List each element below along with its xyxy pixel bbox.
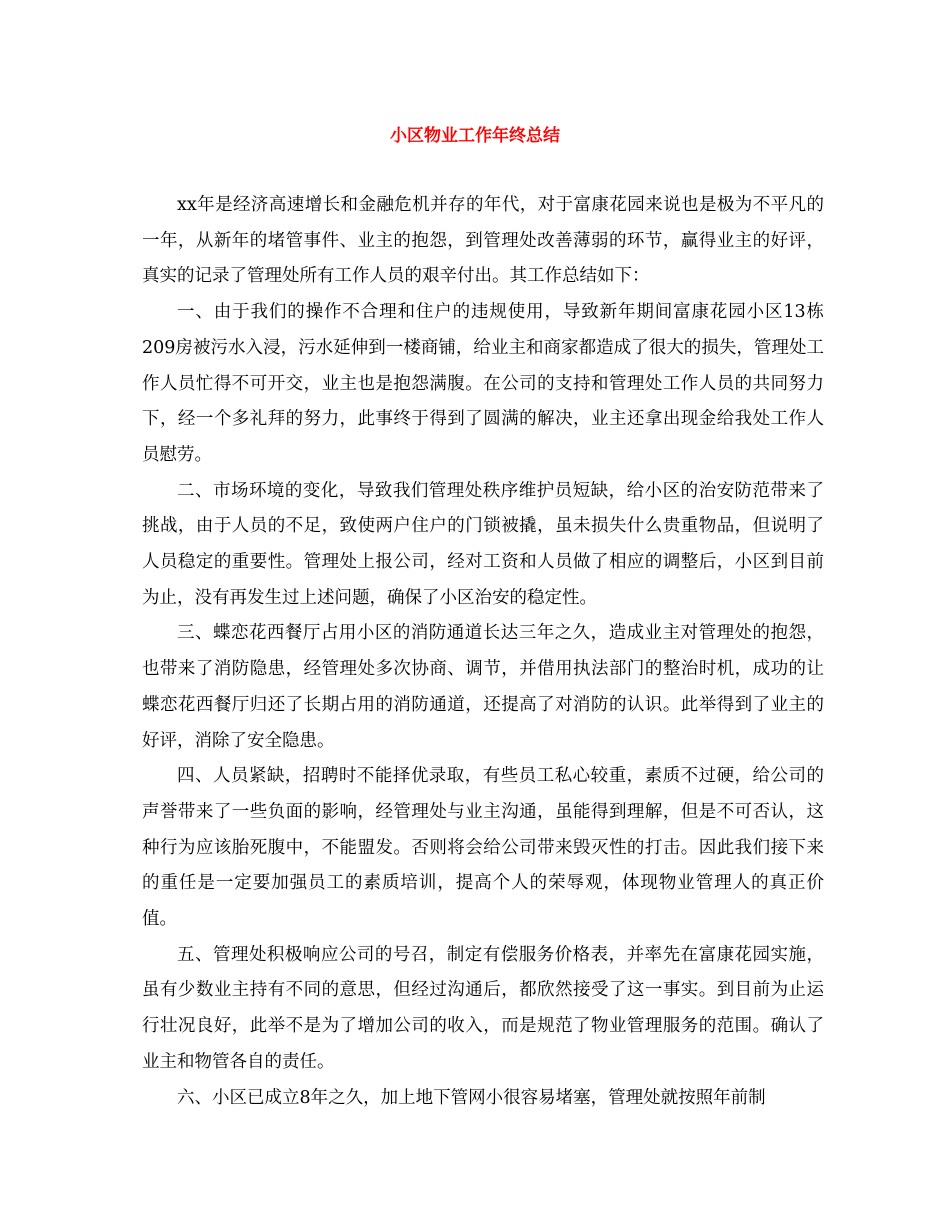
paragraph-intro: xx年是经济高速增长和金融危机并存的年代，对于富康花园来说也是极为不平凡的一年，从新年的堵管事件、业主的抱怨，到管理处改善薄弱的环节，赢得业主的好评，真实的记录了管理处所有工作人员的艰辛付出。其工作总结如下：: [142, 195, 824, 287]
document-title: 小区物业工作年终总结: [390, 126, 560, 146]
paragraph-item-3: 三、蝶恋花西餐厅占用小区的消防通道长达三年之久，造成业主对管理处的抱怨，也带来了消防隐患，经管理处多次协商、调节，并借用执法部门的整治时机，成功的让蝶恋花西餐厅归还了长期占用的消防通道，还提高了对消防的认识。此举得到了业主的好评，消除了安全隐患。: [142, 623, 824, 751]
paragraph-item-6: 六、小区已成立8年之久，加上地下管网小很容易堵塞，管理处就按照年前制: [177, 1087, 766, 1108]
paragraph-item-5: 五、管理处积极响应公司的号召，制定有偿服务价格表，并率先在富康花园实施，虽有少数业主持有不同的意思，但经过沟通后，都欣然接受了这一事实。到目前为止运行壮况良好，此举不是为了增加公司的收入，而是规范了物业管理服务的范围。确认了业主和物管各自的责任。: [142, 944, 824, 1072]
paragraph-item-1: 一、由于我们的操作不合理和住户的违规使用，导致新年期间富康花园小区13栋209房被污水入浸，污水延伸到一楼商铺，给业主和商家都造成了很大的损失，管理处工作人员忙得不可开交，业主也是抱怨满腹。在公司的支持和管理处工作人员的共同努力下，经一个多礼拜的努力，此事终于得到了圆满的解决，业主还拿出现金给我处工作人员慰劳。: [142, 302, 824, 465]
document-body: [142, 188, 824, 1116]
paragraph-item-4: 四、人员紧缺，招聘时不能择优录取，有些员工私心较重，素质不过硬，给公司的声誉带来了一些负面的影响，经管理处与业主沟通，虽能得到理解，但是不可否认，这种行为应该胎死腹中，不能盟发。否则将会给公司带来毁灭性的打击。因此我们接下来的重任是一定要加强员工的素质培训，提高个人的荣辱观，体现物业管理人的真正价值。: [142, 766, 824, 930]
paragraph-item-2: 二、市场环境的变化，导致我们管理处秩序维护员短缺，给小区的治安防范带来了挑战，由于人员的不足，致使两户住户的门锁被撬，虽未损失什么贵重物品，但说明了人员稳定的重要性。管理处上报公司，经对工资和人员做了相应的调整后，小区到目前为止，没有再发生过上述问题，确保了小区治安的稳定性。: [142, 480, 824, 608]
